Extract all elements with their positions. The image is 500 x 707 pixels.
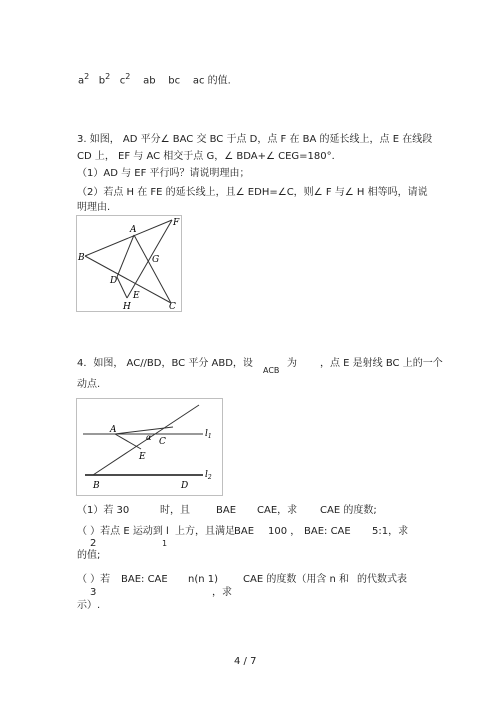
label-C: C (159, 437, 166, 447)
q4-figure (76, 398, 223, 496)
q3-part1: （1）AD 与 EF 平行吗？请说明理由； (77, 168, 250, 179)
exp: 2 (105, 72, 111, 81)
q4-s3-a: （ ）若 (77, 574, 111, 585)
term-ab: ab (143, 75, 156, 87)
q4-s1-e: CAE 的度数; (320, 505, 377, 516)
label-alpha: α (146, 433, 152, 442)
q4-text-b: 为 (287, 358, 297, 369)
q4-text-c: ，点 E 是射线 BC 上的一个 (320, 358, 443, 369)
label-D: D (110, 276, 118, 286)
q3-part2-line2: 明理由. (77, 202, 111, 213)
term-bc: bc (168, 75, 181, 87)
q4-s2-num: 2 (90, 538, 97, 549)
q4-s2-f: 5:1，求 (372, 526, 409, 537)
q4-text-a: 4．如图， AC//BD，BC 平分 ABD，设 (77, 358, 253, 369)
q4-s3-c: n(n 1) (188, 574, 219, 585)
label-B: B (78, 253, 85, 263)
q4-s3-b: BAE: CAE (121, 574, 168, 585)
q4-s1-d: CAE，求 (257, 505, 298, 516)
q4-s2-g: 的值; (77, 550, 101, 561)
page-number: 4 / 7 (234, 656, 257, 667)
var-b: b (98, 75, 106, 87)
q3-figure (76, 215, 182, 312)
label-E: E (139, 452, 146, 462)
q4-s2-c: BAE (234, 526, 255, 537)
term-ac: ac 的值. (192, 75, 231, 87)
var-a: a (78, 75, 85, 87)
label-l2: $l_2$ (205, 470, 212, 481)
q4-s1-b: 时，且 (160, 505, 190, 516)
label-E: E (133, 291, 140, 301)
label-H: H (123, 302, 131, 311)
q3-line2: CD 上， EF 与 AC 相交于点 G，∠ BDA+∠ CEG=180°． (77, 151, 342, 162)
label-F: F (173, 218, 180, 228)
label-B: B (93, 481, 100, 491)
label-C: C (169, 302, 176, 311)
var-c: c (119, 75, 126, 87)
q4-s3-f: ，求 (212, 587, 232, 598)
q4-s2-b: 上方，且满足 (175, 526, 235, 537)
label-A: A (130, 225, 137, 235)
label-l1: $l_1$ (205, 429, 212, 440)
formula-line (78, 70, 231, 87)
q4-line1 (77, 357, 253, 370)
q4-s1-a: （1）若 30 (77, 505, 130, 516)
label-A: A (110, 425, 117, 435)
q4-s3-num: 3 (90, 587, 97, 598)
q4-s3-d: CAE 的度数（用含 n 和 (243, 574, 350, 585)
exp: 2 (125, 72, 131, 81)
q3-geometry (77, 216, 181, 311)
q4-s3-e: 的代数式表 (357, 574, 407, 585)
q4-s2-sub: 1 (162, 539, 168, 548)
q3-line1: 3. 如图， AD 平分∠ BAC 交 BC 于点 D，点 F 在 BA 的延长线上，点 E 在线段 (77, 134, 433, 145)
angle-acb-label: ACB (263, 366, 280, 375)
q4-geometry (77, 399, 222, 495)
q4-s3-g: 示）. (77, 600, 101, 611)
label-D: D (181, 481, 189, 491)
label-G: G (152, 255, 160, 265)
q4-s1-c: BAE (216, 505, 237, 516)
exp: 2 (84, 72, 90, 81)
q4-s2-a: （ ）若点 E 运动到 l (77, 526, 169, 537)
q4-s2-d: 100 ， (268, 526, 301, 537)
q3-part2-line1: （2）若点 H 在 FE 的延长线上，且∠ EDH=∠C，则∠ F 与∠ H 相等吗，请说 (77, 187, 428, 198)
q4-line2: 动点. (77, 379, 101, 390)
q4-s2-e: BAE: CAE (304, 526, 351, 537)
